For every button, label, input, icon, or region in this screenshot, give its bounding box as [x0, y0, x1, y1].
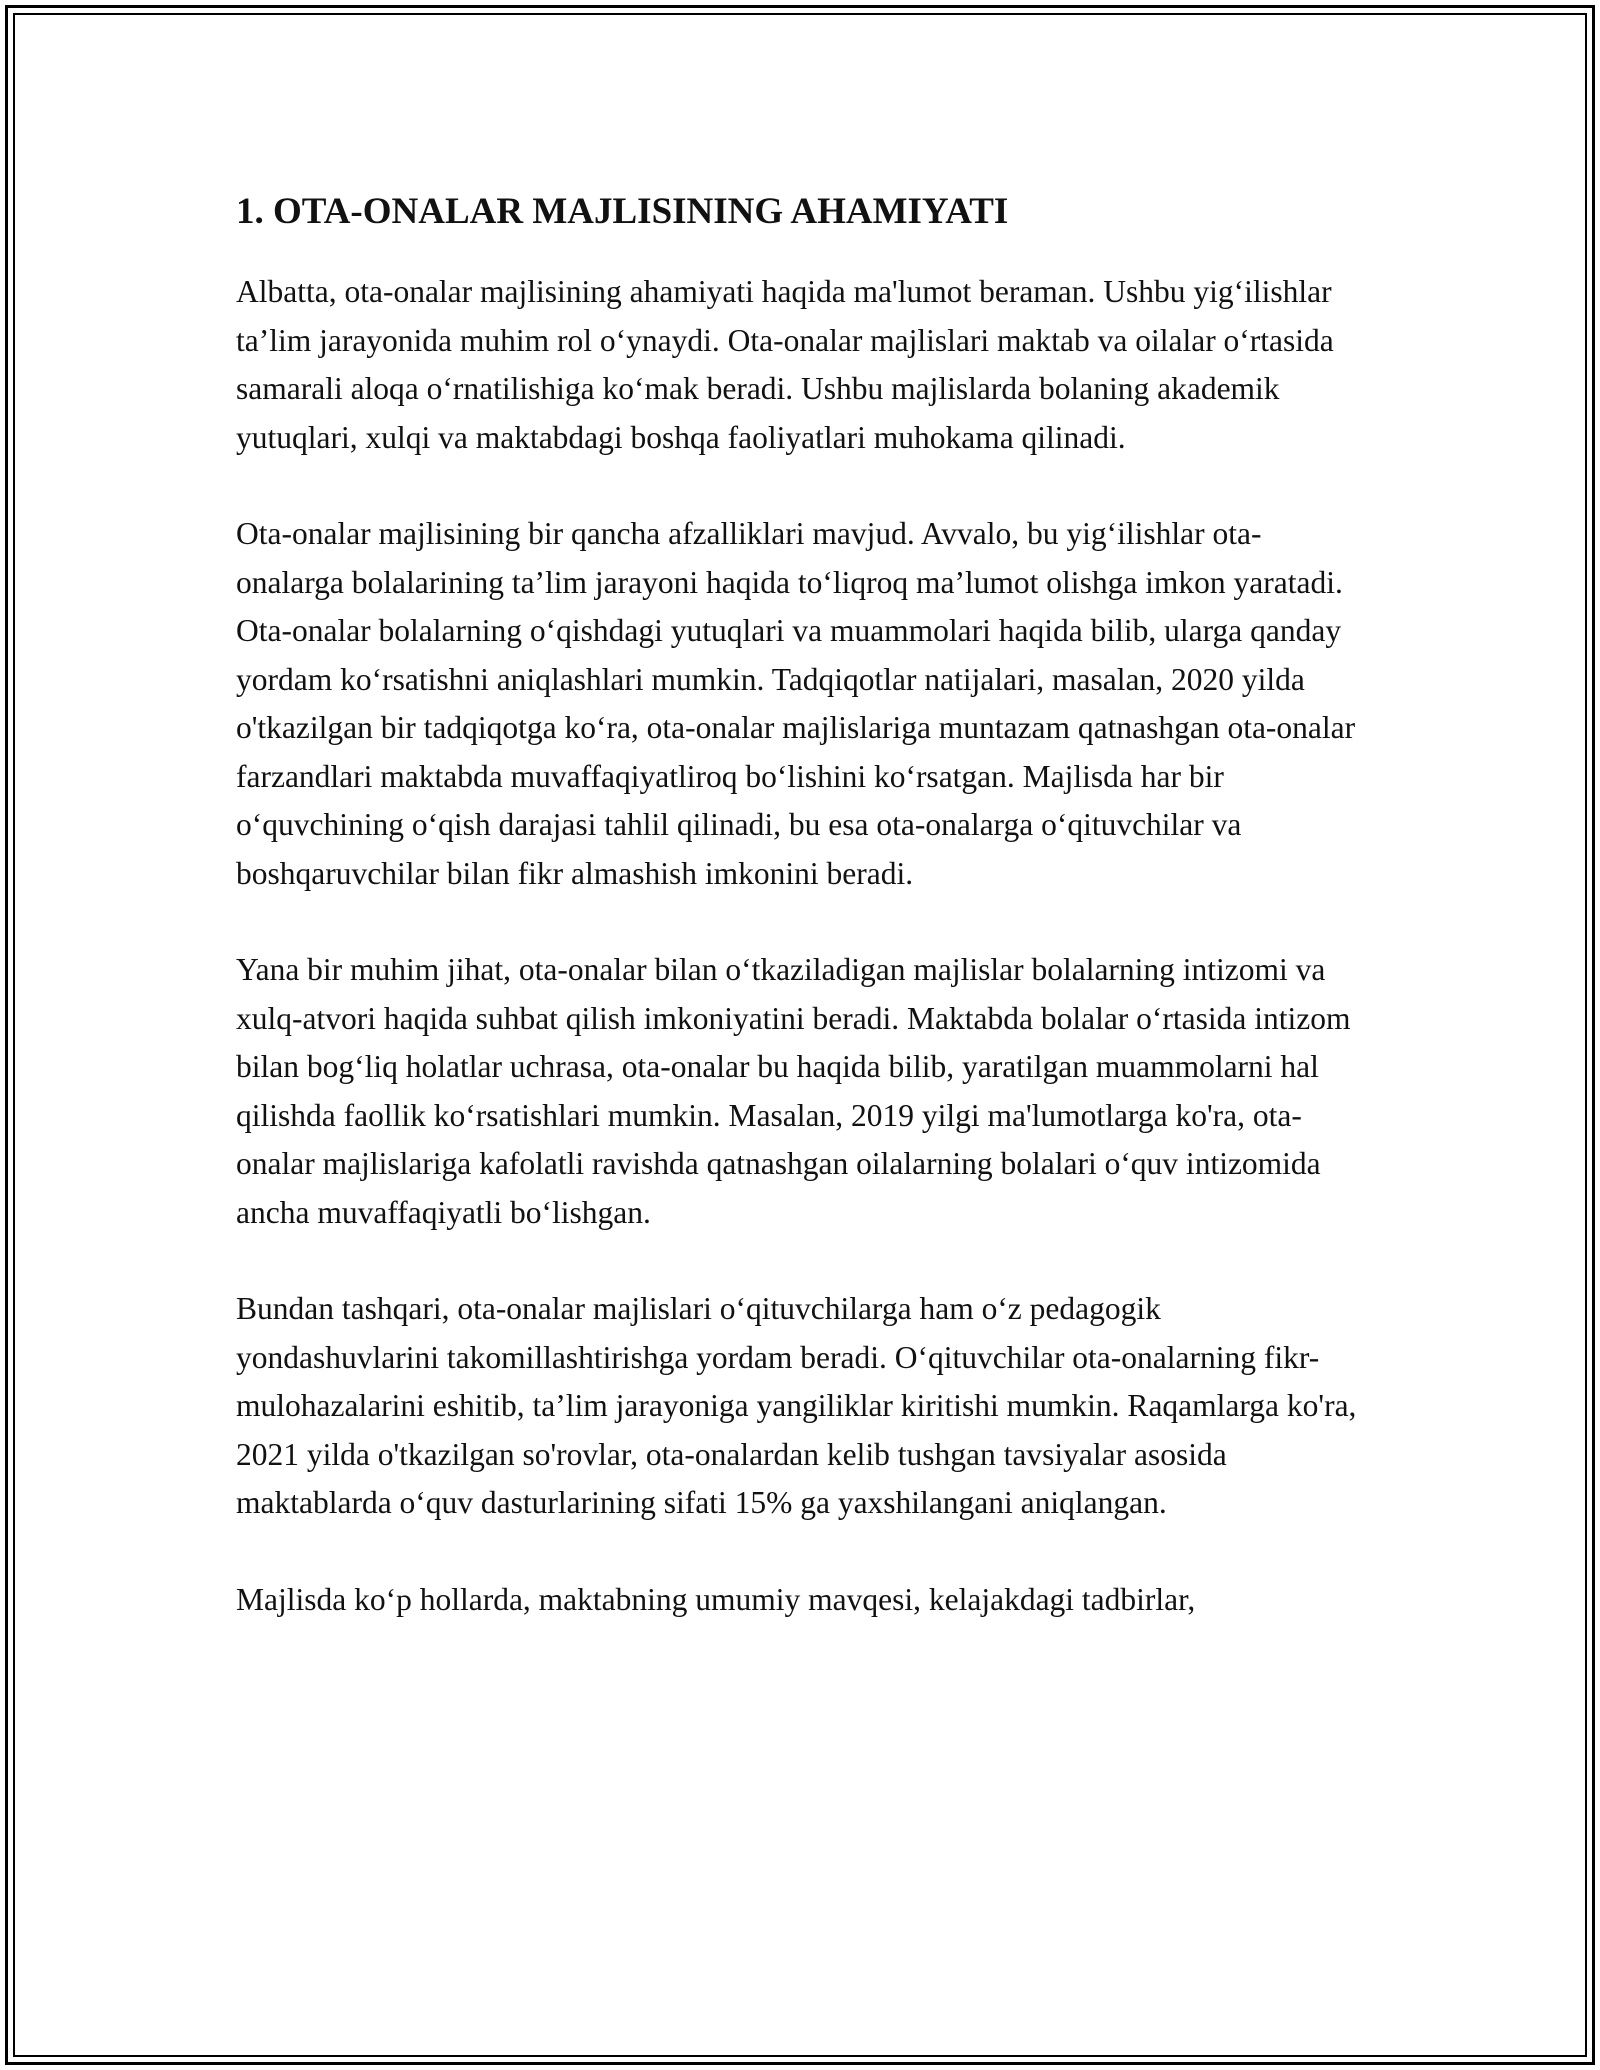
document-body: [236, 184, 1366, 1624]
paragraph-1: Albatta, ota-onalar majlisining ahamiyati haqida ma'lumot beraman. Ushbu yig‘ilishlar ta’lim jarayonida muhim rol o‘ynaydi. Ota-onalar majlislari maktab va oilalar o‘rtasida samarali aloqa o‘rnatilishiga ko‘mak beradi. Ushbu majlislarda bolaning akademik yutuqlari, xulqi va maktabdagi boshqa faoliyatlari muhokama qilinadi.: [236, 274, 1334, 455]
paragraph-3: Yana bir muhim jihat, ota-onalar bilan o‘tkaziladigan majlislar bolalarning intizomi va xulq-atvori haqida suhbat qilish imkoniyatini beradi. Maktabda bolalar o‘rtasida intizom bilan bog‘liq holatlar uchrasa, ota-onalar bu haqida bilib, yaratilgan muammolarni hal qilishda faollik ko‘rsatishlari mumkin. Masalan, 2019 yilgi ma'lumotlarga ko'ra, ota-onalar majlislariga kafolatli ravishda qatnashgan oilalarning bolalari o‘quv intizomida ancha muvaffaqiyatli bo‘lishgan.: [236, 952, 1351, 1230]
paragraph-5: Majlisda ko‘p hollarda, maktabning umumiy mavqesi, kelajakdagi tadbirlar,: [236, 1581, 1196, 1617]
paragraph-4: Bundan tashqari, ota-onalar majlislari o‘qituvchilarga ham o‘z pedagogik yondashuvlarini takomillashtirishga yordam beradi. O‘qituvchilar ota-onalarning fikr-mulohazalarini eshitib, ta’lim jarayoniga yangiliklar kiritishi mumkin. Raqamlarga ko'ra, 2021 yilda o'tkazilgan so'rovlar, ota-onalardan kelib tushgan tavsiyalar asosida maktablarda o‘quv dasturlarining sifati 15% ga yaxshilangani aniqlangan.: [236, 1291, 1357, 1520]
section-heading: 1. OTA-ONALAR MAJLISINING AHAMIYATI: [236, 191, 1009, 232]
paragraph-2: Ota-onalar majlisining bir qancha afzalliklari mavjud. Avvalo, bu yig‘ilishlar ota-onalarga bolalarining ta’lim jarayoni haqida to‘liqroq ma’lumot olishga imkon yaratadi. Ota-onalar bolalarning o‘qishdagi yutuqlari va muammolari haqida bilib, ularga qanday yordam ko‘rsatishni aniqlashlari mumkin. Tadqiqotlar natijalari, masalan, 2020 yilda o'tkazilgan bir tadqiqotga ko‘ra, ota-onalar majlislariga muntazam qatnashgan ota-onalar farzandlari maktabda muvaffaqiyatliroq bo‘lishini ko‘rsatgan. Majlisda har bir o‘quvchining o‘qish darajasi tahlil qilinadi, bu esa ota-onalarga o‘qituvchilar va boshqaruvchilar bilan fikr almashish imkonini beradi.: [236, 516, 1356, 891]
